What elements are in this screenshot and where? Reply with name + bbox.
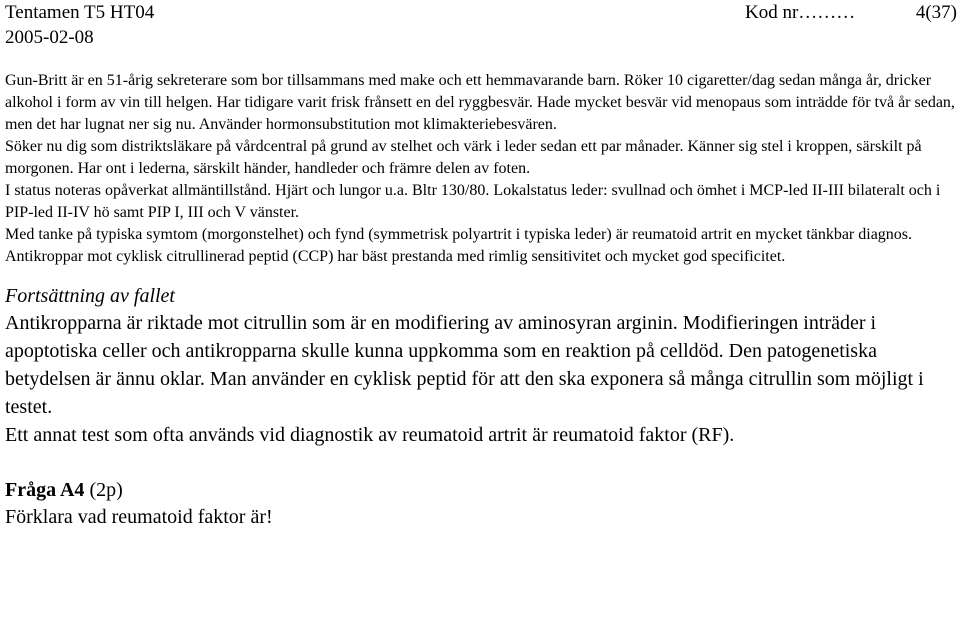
case-paragraph: Söker nu dig som distriktsläkare på vårdcentral på grund av stelhet och värk i leder sedan ett par månader. Känner sig stel i kroppen, särskilt på morgonen. Har ont i lederna, särskilt händer, handleder och främre delen av foten. <box>5 138 922 177</box>
page-number: 4(37) <box>915 2 957 23</box>
document-page <box>5 0 957 624</box>
section-heading: Fortsättning av fallet <box>5 285 175 307</box>
continuation-text <box>5 309 957 449</box>
case-paragraph: Med tanke på typiska symtom (morgonstelhet) och fynd (symmetrisk polyartrit i typiska leder) är reumatoid artrit en mycket tänkbar diagnos. <box>5 226 913 243</box>
question-label: Fråga A4 <box>5 479 85 501</box>
continuation-paragraph: Antikropparna är riktade mot citrullin som är en modifiering av aminosyran arginin. Modifieringen inträder i apoptotiska celler och antikropparna skulle kunna uppkomma som en reaktion på celldöd. Den patogenetiska betydelsen är ännu oklar. Man använder en cyklisk peptid för att den ska exponera så många citrullin som möjligt i testet. <box>5 312 924 418</box>
question-title <box>5 477 957 503</box>
case-paragraph: I status noteras opåverkat allmäntillstånd. Hjärt och lungor u.a. Bltr 130/80. Lokalstatus leder: svullnad och ömhet i MCP-led II-III bilateralt och i PIP-led II-IV hö samt PIP I, III och V vänster. <box>5 182 941 221</box>
exam-title: Tentamen T5 HT04 <box>5 2 155 23</box>
code-number-field: Kod nr……… <box>745 2 856 23</box>
page-header <box>5 0 957 25</box>
case-description <box>5 70 957 268</box>
continuation-paragraph: Ett annat test som ofta används vid diagnostik av reumatoid artrit är reumatoid faktor (RF). <box>5 424 735 446</box>
case-paragraph: Antikroppar mot cyklisk citrullinerad peptid (CCP) har bäst prestanda med rimlig sensitivitet och mycket god specificitet. <box>5 248 786 265</box>
question-text: Förklara vad reumatoid faktor är! <box>5 506 273 528</box>
exam-date: 2005-02-08 <box>5 27 94 48</box>
question-points: (2p) <box>89 479 123 501</box>
case-paragraph: Gun-Britt är en 51-årig sekreterare som bor tillsammans med make och ett hemmavarande barn. Röker 10 cigaretter/dag sedan många år, dricker alkohol i form av vin till helgen. Har tidigare varit frisk frånsett en del ryggbesvär. Hade mycket besvär vid menopaus som inträdde för två år sedan, men det har lugnat ner sig nu. Använder hormonsubstitution mot klimakteriebesvären. <box>5 72 955 133</box>
